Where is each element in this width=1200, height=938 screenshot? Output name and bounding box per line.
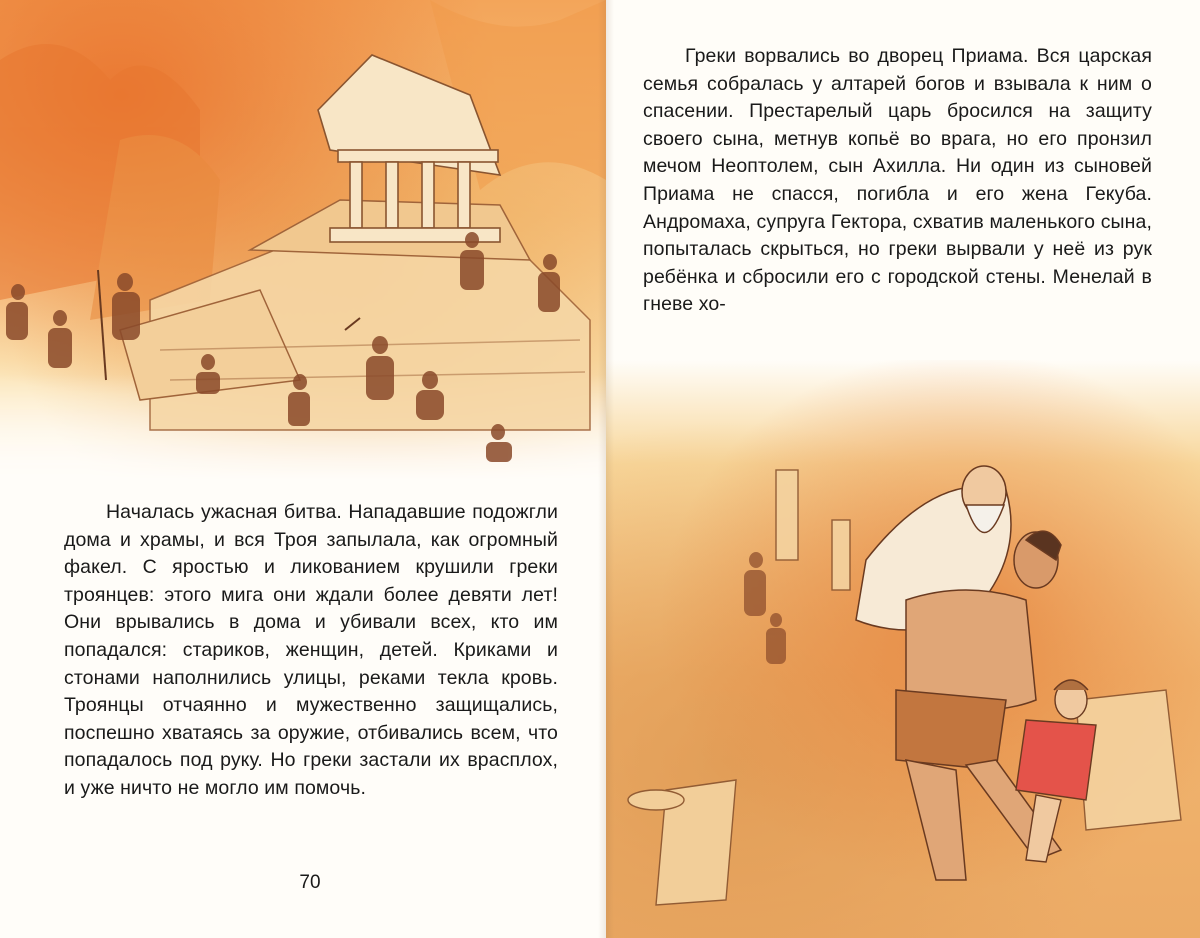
left-text bbox=[64, 499, 558, 803]
right-page bbox=[606, 0, 1200, 938]
right-paragraph: Греки ворвались во дворец Приама. Вся царская семья собралась у алтарей богов и взывала к ним о спасении. Престарелый царь бросился на защиту своего сына, метнув копьё во врага, но его пронзил мечом Неоптолем, сын Ахилла. Ни один из сыновей Приама не спасся, погибла и его жена Гекуба. Андромаха, супруга Гектора, схватив маленького сына, попыталась скрыться, но греки вырвали у неё из рук ребёнка и сбросили его с городской стены. Менелай в гневе хо- bbox=[643, 45, 1152, 316]
temple-illustration bbox=[0, 0, 606, 480]
aeneas-illustration bbox=[606, 0, 1200, 938]
distant-warriors bbox=[744, 552, 786, 664]
left-paragraph: Началась ужасная битва. Нападавшие подожгли дома и храмы, и вся Троя запылала, как огромный факел. С яростью и ликованием крушили греки троянцев: этого мига они ждали более девяти лет! Они врывались в дома и убивали всех, кто им попадался: стариков, женщин, детей. Криками и стонами наполнились улицы, реками текла кровь. Троянцы отчаянно и мужественно защищались, поспешно хватаясь за оружие, отбивались всем, что попадалось под руку. Но греки застали их врасплох, и уже ничто не могло им помочь. bbox=[64, 501, 558, 799]
book-gutter bbox=[598, 0, 614, 938]
page-number: 70 bbox=[299, 872, 321, 893]
